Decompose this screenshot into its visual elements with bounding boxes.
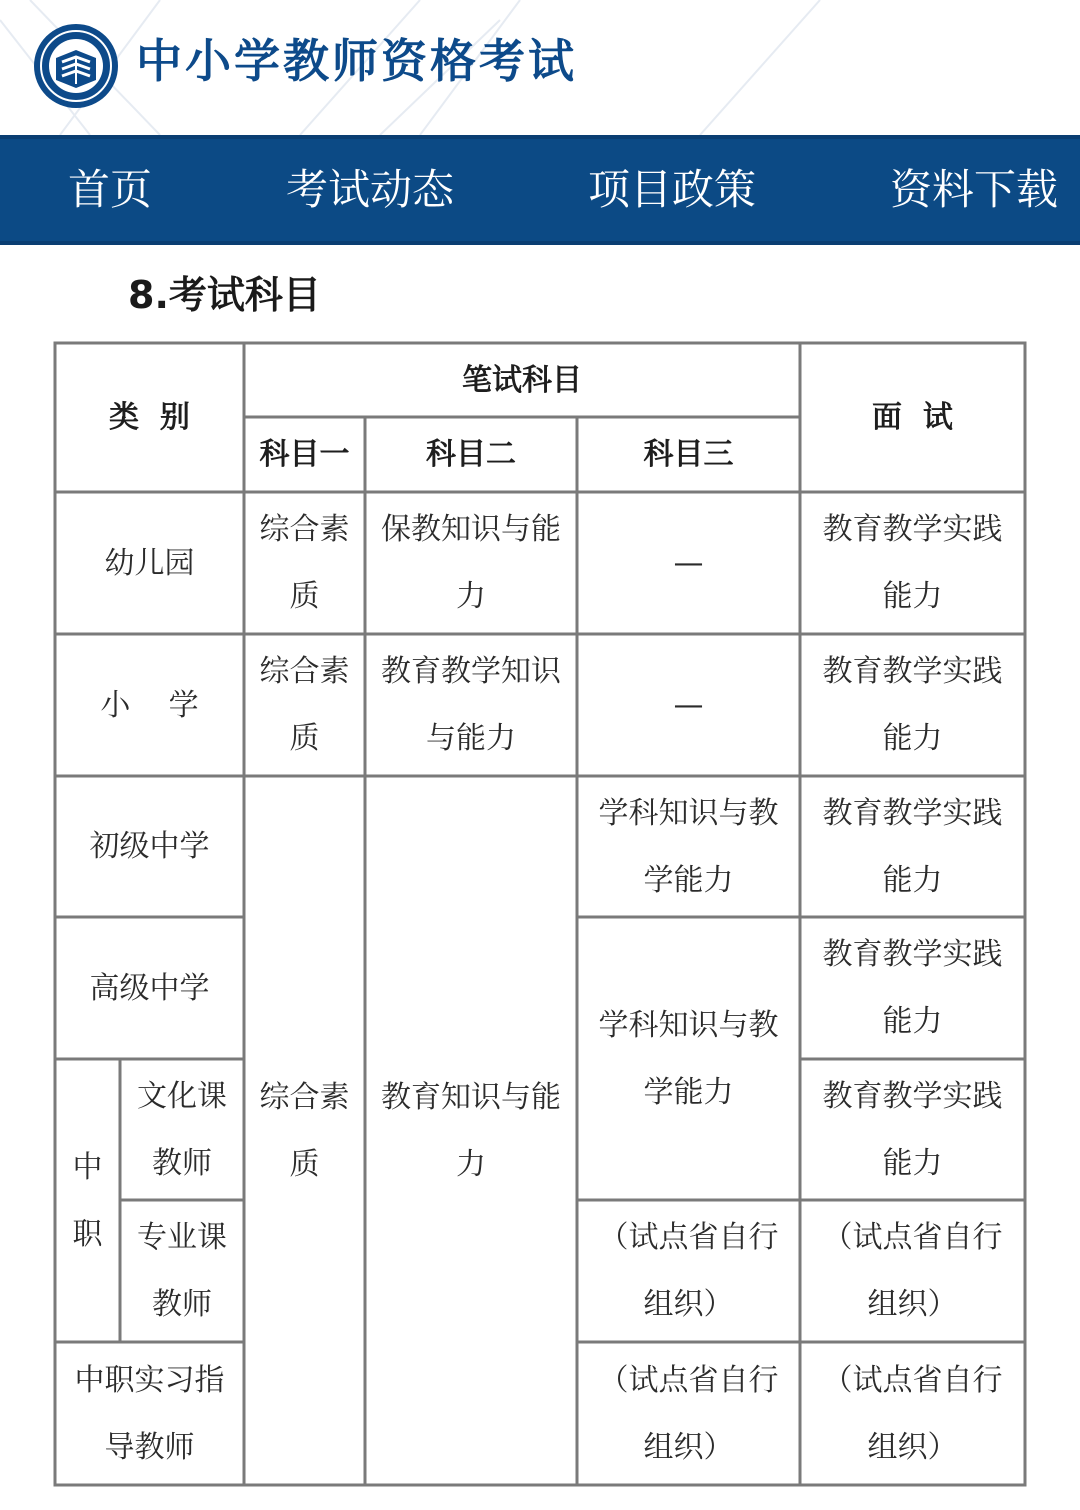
header-category: 类 别 — [109, 400, 190, 435]
vocational-professional-subject-3: （试点省自行 组织） — [598, 1220, 779, 1322]
secondary-subject-2: 教育知识与能 力 — [381, 1079, 561, 1182]
header-subject-3: 科目三 — [643, 437, 734, 472]
header-subject-1: 科目一 — [259, 437, 350, 472]
row-vocational-professional-label: 专业课 教师 — [137, 1220, 227, 1322]
row-kindergarten-label: 幼儿园 — [104, 545, 195, 581]
primary-subject-3: — — [673, 687, 704, 723]
section-title: 8.考试科目 — [128, 273, 321, 317]
row-junior-label: 初级中学 — [89, 829, 210, 864]
junior-interview: 教育教学实践 能力 — [822, 795, 1003, 898]
vocational-professional-interview: （试点省自行 组织） — [822, 1220, 1003, 1322]
junior-subject-3: 学科知识与教 学能力 — [598, 795, 779, 898]
primary-subject-1: 综合素 质 — [259, 654, 350, 756]
kindergarten-interview: 教育教学实践 能力 — [822, 512, 1003, 614]
nav-policy[interactable]: 项目政策 — [588, 165, 757, 214]
nav-home[interactable]: 首页 — [68, 165, 153, 214]
primary-subject-2: 教育教学知识 与能力 — [381, 654, 561, 756]
header-written-exam: 笔试科目 — [462, 362, 582, 398]
nav-downloads[interactable]: 资料下载 — [890, 165, 1059, 214]
row-senior-label: 高级中学 — [89, 970, 210, 1006]
site-title[interactable]: 中小学教师资格考试 — [136, 34, 577, 88]
row-primary-label: 小 学 — [100, 687, 199, 723]
senior-vocational-subject-3: 学科知识与教 学能力 — [598, 1007, 779, 1110]
internship-subject-3: （试点省自行 组织） — [598, 1362, 779, 1465]
nav-exam-news[interactable]: 考试动态 — [286, 165, 455, 214]
header-subject-2: 科目二 — [426, 437, 516, 472]
primary-interview: 教育教学实践 能力 — [822, 654, 1003, 756]
kindergarten-subject-3: — — [673, 545, 704, 581]
row-internship-label: 中职实习指 导教师 — [74, 1362, 225, 1465]
kindergarten-subject-1: 综合素 质 — [259, 512, 350, 614]
vocational-culture-interview: 教育教学实践 能力 — [822, 1078, 1003, 1181]
senior-interview: 教育教学实践 能力 — [822, 937, 1003, 1039]
header-interview: 面 试 — [872, 400, 953, 435]
kindergarten-subject-2: 保教知识与能 力 — [381, 512, 561, 614]
row-vocational-group-label: 中 职 — [72, 1149, 103, 1252]
secondary-subject-1: 综合素 质 — [259, 1079, 350, 1182]
row-vocational-culture-label: 文化课 教师 — [137, 1078, 227, 1181]
internship-interview: （试点省自行 组织） — [822, 1362, 1003, 1465]
